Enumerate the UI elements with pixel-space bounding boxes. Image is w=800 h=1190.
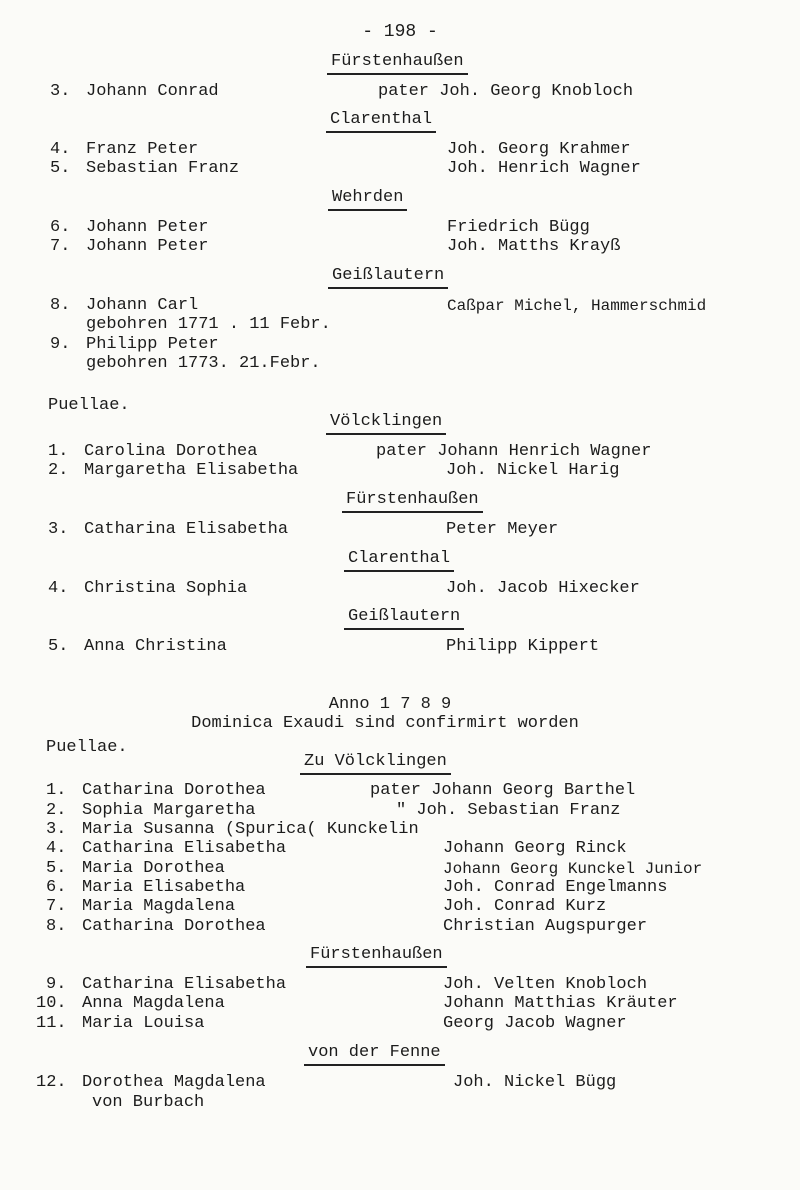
entry-number: 11. <box>36 1014 67 1033</box>
entry-father: Johann Georg Kunckel Junior <box>443 860 703 878</box>
entry-father: Joh. Conrad Kurz <box>443 897 607 916</box>
entry-father: Peter Meyer <box>446 520 559 539</box>
place-heading: von der Fenne <box>304 1043 445 1066</box>
entry-father: Friedrich Bügg <box>447 218 590 237</box>
entry-number: 8. <box>46 917 67 936</box>
entry-name: Sophia Margaretha <box>82 801 256 820</box>
place-heading: Clarenthal <box>344 549 454 572</box>
entry-name: Philipp Peter <box>86 335 219 354</box>
entry-father: Philipp Kippert <box>446 637 600 656</box>
place-heading: Wehrden <box>328 188 407 211</box>
entry-name: Dorothea Magdalena <box>82 1073 266 1092</box>
entry-name: Catharina Elisabetha <box>82 975 287 994</box>
entry-number: 7. <box>50 237 71 256</box>
entry-father: Joh. Nickel Bügg <box>453 1073 617 1092</box>
entry-name: Johann Carl <box>86 296 199 315</box>
entry-number: 3. <box>48 520 69 539</box>
entry-name: Margaretha Elisabetha <box>84 461 299 480</box>
entry-father: Johann Georg Rinck <box>443 839 627 858</box>
entry-name: Maria Dorothea <box>82 859 225 878</box>
entry-name: Maria Louisa <box>82 1014 205 1033</box>
entry-number: 9. <box>46 975 67 994</box>
event-heading: Dominica Exaudi sind confirmirt worden <box>191 714 579 733</box>
place-heading: Völcklingen <box>326 412 446 435</box>
entry-number: 3. <box>50 82 71 101</box>
place-heading: Fürstenhaußen <box>327 52 468 75</box>
section-heading: Puellae. <box>46 738 128 757</box>
entry-name: Johann Peter <box>86 218 209 237</box>
entry-father: pater Joh. Georg Knobloch <box>378 82 634 101</box>
entry-number: 4. <box>46 839 67 858</box>
place-heading: Geißlautern <box>344 607 464 630</box>
entry-number: 12. <box>36 1073 67 1092</box>
entry-father: Caßpar Michel, Hammerschmid <box>447 297 707 315</box>
entry-father: Joh. Henrich Wagner <box>447 159 641 178</box>
place-heading: Clarenthal <box>326 110 436 133</box>
place-heading: Zu Völcklingen <box>300 752 451 775</box>
entry-note: von Burbach <box>92 1093 205 1112</box>
place-heading: Fürstenhaußen <box>342 490 483 513</box>
entry-name: Catharina Elisabetha <box>82 839 287 858</box>
entry-father: Joh. Jacob Hixecker <box>446 579 640 598</box>
entry-father: Christian Augspurger <box>443 917 648 936</box>
entry-name: Johann Peter <box>86 237 209 256</box>
entry-name: Catharina Elisabetha <box>84 520 289 539</box>
entry-name: Maria Susanna (Spurica( Kunckelin <box>82 820 419 839</box>
entry-name: Carolina Dorothea <box>84 442 258 461</box>
entry-number: 6. <box>50 218 71 237</box>
entry-number: 4. <box>48 579 69 598</box>
entry-name: Anna Christina <box>84 637 227 656</box>
entry-number: 2. <box>46 801 67 820</box>
entry-father: Joh. Matths Krayß <box>447 237 621 256</box>
place-heading: Fürstenhaußen <box>306 945 447 968</box>
entry-number: 4. <box>50 140 71 159</box>
entry-name: Maria Elisabetha <box>82 878 246 897</box>
entry-number: 5. <box>48 637 69 656</box>
entry-name: Sebastian Franz <box>86 159 240 178</box>
entry-name: Catharina Dorothea <box>82 781 266 800</box>
entry-father: Joh. Velten Knobloch <box>443 975 648 994</box>
entry-father: " Joh. Sebastian Franz <box>396 801 621 820</box>
section-heading: Puellae. <box>48 396 130 415</box>
entry-number: 3. <box>46 820 67 839</box>
entry-number: 1. <box>46 781 67 800</box>
entry-name: Christina Sophia <box>84 579 248 598</box>
entry-father: Joh. Conrad Engelmanns <box>443 878 668 897</box>
place-heading: Geißlautern <box>328 266 448 289</box>
entry-father: Georg Jacob Wagner <box>443 1014 627 1033</box>
entry-name: Catharina Dorothea <box>82 917 266 936</box>
entry-number: 9. <box>50 335 71 354</box>
entry-name: Franz Peter <box>86 140 199 159</box>
entry-number: 10. <box>36 994 67 1013</box>
entry-father: pater Johann Georg Barthel <box>370 781 636 800</box>
entry-father: Joh. Nickel Harig <box>446 461 620 480</box>
entry-name: Maria Magdalena <box>82 897 236 916</box>
entry-number: 5. <box>46 859 67 878</box>
year-heading: Anno 1 7 8 9 <box>328 695 452 714</box>
entry-name: Anna Magdalena <box>82 994 225 1013</box>
entry-number: 7. <box>46 897 67 916</box>
entry-number: 1. <box>48 442 69 461</box>
entry-number: 2. <box>48 461 69 480</box>
entry-name: Johann Conrad <box>86 82 219 101</box>
entry-number: 5. <box>50 159 71 178</box>
page-number: - 198 - <box>362 22 438 42</box>
entry-note: gebohren 1771 . 11 Febr. <box>86 315 331 334</box>
entry-note: gebohren 1773. 21.Febr. <box>86 354 321 373</box>
entry-father: Johann Matthias Kräuter <box>443 994 678 1013</box>
entry-father: Joh. Georg Krahmer <box>447 140 631 159</box>
entry-father: pater Johann Henrich Wagner <box>376 442 652 461</box>
entry-number: 8. <box>50 296 71 315</box>
entry-number: 6. <box>46 878 67 897</box>
